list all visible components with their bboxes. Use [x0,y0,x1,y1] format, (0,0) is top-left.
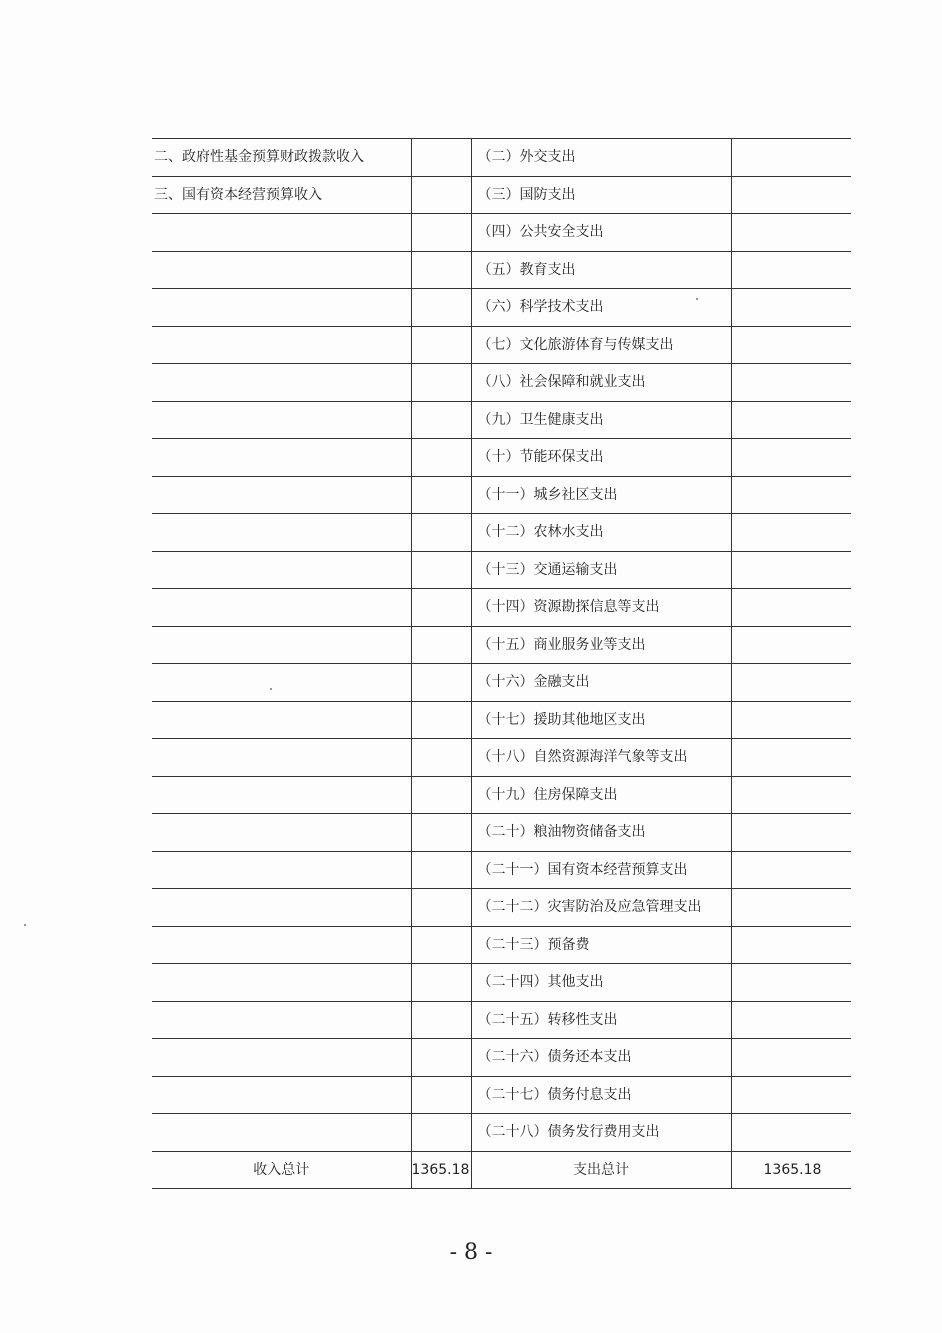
expense-amount [731,664,851,702]
expense-amount [731,139,851,177]
table-row [152,964,851,1002]
expense-amount [731,326,851,364]
table-row [152,589,851,627]
expense-amount [731,551,851,589]
expense-amount [731,814,851,852]
income-item [152,1001,411,1039]
expense-amount [731,1076,851,1114]
income-item [152,814,411,852]
income-amount [411,701,471,739]
table-row [152,364,851,402]
income-item [152,776,411,814]
income-amount [411,439,471,477]
expense-item: （六）科学技术支出 [471,289,731,327]
income-amount [411,1114,471,1152]
table-row [152,701,851,739]
income-item [152,514,411,552]
income-item [152,1039,411,1077]
table-row [152,551,851,589]
income-item [152,926,411,964]
income-item: 二、政府性基金预算财政拨款收入 [152,139,411,177]
income-item [152,589,411,627]
income-amount [411,214,471,252]
income-item: 三、国有资本经营预算收入 [152,176,411,214]
income-amount [411,364,471,402]
expense-amount [731,1114,851,1152]
income-amount [411,1039,471,1077]
expense-amount [731,514,851,552]
income-item [152,889,411,927]
table-row [152,439,851,477]
income-amount [411,476,471,514]
income-total-amount: 1365.18 [411,1151,471,1189]
income-item [152,214,411,252]
expense-amount [731,176,851,214]
table-row [152,739,851,777]
expense-item: （十九）住房保障支出 [471,776,731,814]
expense-amount [731,701,851,739]
income-item [152,964,411,1002]
income-amount [411,851,471,889]
income-item [152,739,411,777]
income-amount [411,514,471,552]
scan-speck [24,924,26,926]
expense-item: （二十六）债务还本支出 [471,1039,731,1077]
table-row [152,1114,851,1152]
expense-amount [731,476,851,514]
income-item [152,551,411,589]
table-row [152,1076,851,1114]
expense-amount [731,626,851,664]
expense-item: （二十三）预备费 [471,926,731,964]
expense-item: （八）社会保障和就业支出 [471,364,731,402]
expense-item: （四）公共安全支出 [471,214,731,252]
income-item [152,251,411,289]
table-row [152,889,851,927]
expense-item: （二十一）国有资本经营预算支出 [471,851,731,889]
budget-table [152,138,851,1189]
budget-table-body [152,139,851,1189]
income-item [152,289,411,327]
income-amount [411,551,471,589]
income-amount [411,251,471,289]
income-amount [411,926,471,964]
table-row [152,476,851,514]
expense-amount [731,289,851,327]
expense-amount [731,364,851,402]
expense-total-label: 支出总计 [471,1151,731,1189]
expense-item: （十二）农林水支出 [471,514,731,552]
expense-amount [731,251,851,289]
table-row [152,1001,851,1039]
income-amount [411,589,471,627]
income-amount [411,814,471,852]
income-item [152,401,411,439]
expense-amount [731,926,851,964]
expense-item: （十三）交通运输支出 [471,551,731,589]
expense-item: （五）教育支出 [471,251,731,289]
table-row [152,1039,851,1077]
expense-item: （二十四）其他支出 [471,964,731,1002]
income-amount [411,1001,471,1039]
income-amount [411,664,471,702]
income-amount [411,626,471,664]
expense-amount [731,776,851,814]
expense-item: （十一）城乡社区支出 [471,476,731,514]
expense-item: （十四）资源勘探信息等支出 [471,589,731,627]
table-row [152,214,851,252]
income-amount [411,739,471,777]
expense-amount [731,589,851,627]
expense-total-amount: 1365.18 [731,1151,851,1189]
expense-item: （十七）援助其他地区支出 [471,701,731,739]
expense-item: （三）国防支出 [471,176,731,214]
expense-item: （十八）自然资源海洋气象等支出 [471,739,731,777]
expense-amount [731,851,851,889]
income-item [152,439,411,477]
table-row [152,851,851,889]
expense-item: （九）卫生健康支出 [471,401,731,439]
expense-item: （二十五）转移性支出 [471,1001,731,1039]
income-item [152,1114,411,1152]
total-row [152,1151,851,1189]
expense-amount [731,1001,851,1039]
income-amount [411,289,471,327]
income-item [152,851,411,889]
income-amount [411,176,471,214]
scan-speck [696,298,698,300]
table-row [152,814,851,852]
income-amount [411,139,471,177]
table-row [152,514,851,552]
expense-amount [731,214,851,252]
income-amount [411,889,471,927]
expense-amount [731,1039,851,1077]
income-item [152,626,411,664]
table-row [152,926,851,964]
expense-item: （二十二）灾害防治及应急管理支出 [471,889,731,927]
table-row [152,401,851,439]
income-amount [411,401,471,439]
page-number: - 8 - [449,1240,493,1265]
income-item [152,476,411,514]
income-amount [411,776,471,814]
table-row [152,251,851,289]
income-item [152,701,411,739]
income-item [152,364,411,402]
table-row [152,776,851,814]
income-amount [411,964,471,1002]
expense-amount [731,739,851,777]
table-row [152,326,851,364]
expense-amount [731,964,851,1002]
income-item [152,326,411,364]
income-item [152,1076,411,1114]
table-row [152,289,851,327]
expense-item: （二十七）债务付息支出 [471,1076,731,1114]
income-total-label: 收入总计 [152,1151,411,1189]
table-row [152,664,851,702]
table-row [152,176,851,214]
expense-item: （十六）金融支出 [471,664,731,702]
income-amount [411,326,471,364]
income-item [152,664,411,702]
income-amount [411,1076,471,1114]
expense-item: （二）外交支出 [471,139,731,177]
table-row [152,139,851,177]
expense-item: （七）文化旅游体育与传媒支出 [471,326,731,364]
expense-item: （二十八）债务发行费用支出 [471,1114,731,1152]
expense-amount [731,439,851,477]
expense-item: （十五）商业服务业等支出 [471,626,731,664]
expense-item: （二十）粮油物资储备支出 [471,814,731,852]
expense-amount [731,401,851,439]
expense-amount [731,889,851,927]
expense-item: （十）节能环保支出 [471,439,731,477]
scan-speck [270,688,272,690]
table-row [152,626,851,664]
